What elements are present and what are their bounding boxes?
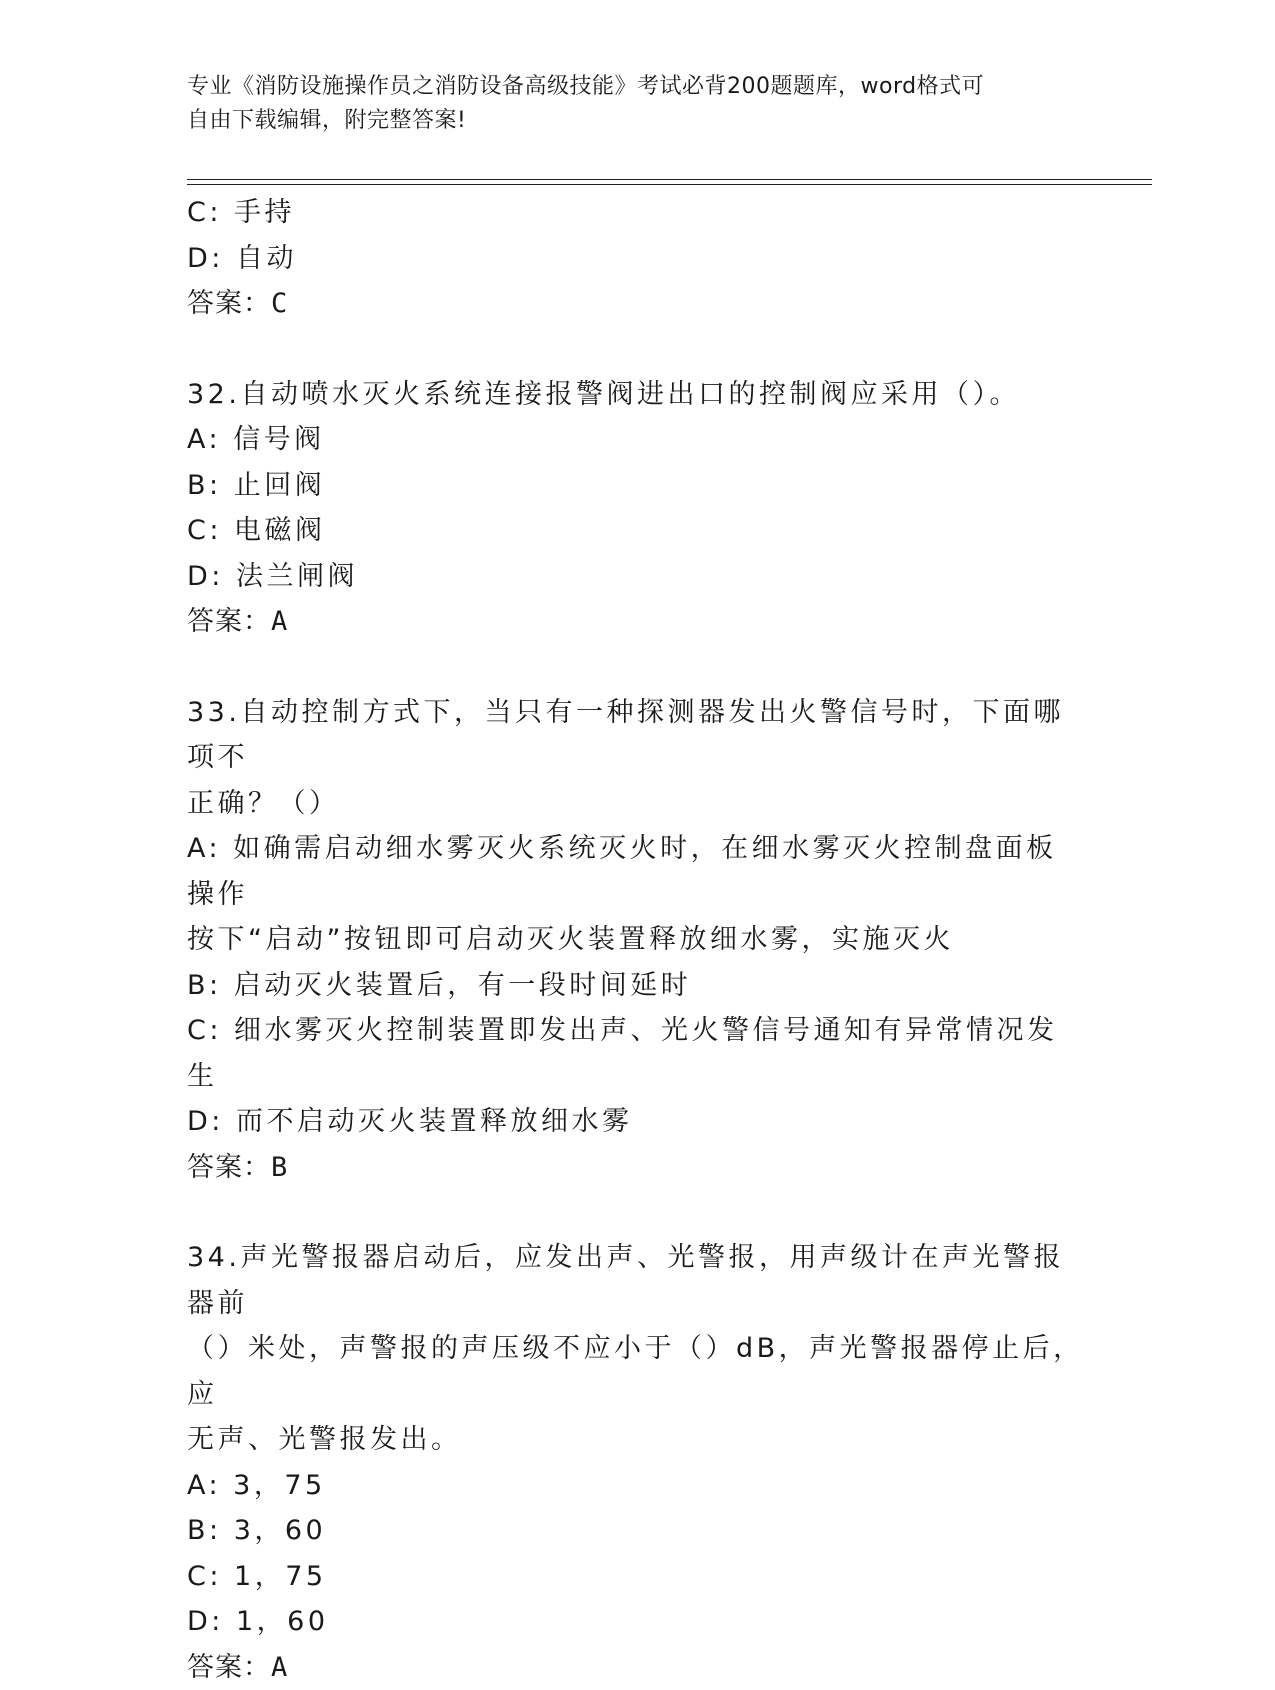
question-stem: 32.自动喷水灭火系统连接报警阀进出口的控制阀应采用（）。 — [187, 372, 1087, 418]
option-d: D: 1，60 — [187, 1599, 1087, 1645]
document-header — [187, 70, 1067, 138]
option-a: A: 如确需启动细水雾灭火系统灭火时，在细水雾灭火控制盘面板操作 — [187, 826, 1087, 917]
question-stem: 34.声光警报器启动后，应发出声、光警报，用声级计在声光警报器前 — [187, 1235, 1087, 1326]
option-d: D: 法兰闸阀 — [187, 554, 1087, 600]
question-stem-cont: （）米处，声警报的声压级不应小于（）dB，声光警报器停止后，应 — [187, 1326, 1087, 1417]
header-rule-bottom — [187, 184, 1152, 185]
question-stem: 33.自动控制方式下，当只有一种探测器发出火警信号时，下面哪项不 — [187, 690, 1087, 781]
document-body — [187, 190, 1087, 1690]
question-33 — [187, 690, 1087, 1191]
header-line-2: 自由下载编辑，附完整答案! — [187, 104, 1067, 138]
question-32 — [187, 372, 1087, 645]
spacer — [187, 1190, 1087, 1235]
answer-line: 答案：B — [187, 1145, 1087, 1191]
option-c: C: 细水雾灭火控制装置即发出声、光火警信号通知有异常情况发生 — [187, 1008, 1087, 1099]
option-a: A: 信号阀 — [187, 417, 1087, 463]
question-stem-cont: 正确？（） — [187, 781, 1087, 827]
option-c: C: 手持 — [187, 190, 1087, 236]
spacer — [187, 645, 1087, 690]
spacer — [187, 327, 1087, 372]
question-stem-cont: 无声、光警报发出。 — [187, 1417, 1087, 1463]
option-c: C: 电磁阀 — [187, 508, 1087, 554]
option-a: A: 3，75 — [187, 1463, 1087, 1509]
answer-line: 答案：C — [187, 281, 1087, 327]
question-34 — [187, 1235, 1087, 1690]
option-b: B: 3，60 — [187, 1508, 1087, 1554]
header-rule-top — [187, 179, 1152, 180]
answer-line: 答案：A — [187, 599, 1087, 645]
option-d: D: 自动 — [187, 236, 1087, 282]
header-line-1: 专业《消防设施操作员之消防设备高级技能》考试必背200题题库，word格式可 — [187, 70, 1067, 104]
option-c: C: 1，75 — [187, 1554, 1087, 1600]
option-a-cont: 按下“启动”按钮即可启动灭火装置释放细水雾，实施灭火 — [187, 917, 1087, 963]
answer-line: 答案：A — [187, 1645, 1087, 1690]
option-d: D: 而不启动灭火装置释放细水雾 — [187, 1099, 1087, 1145]
option-b: B: 止回阀 — [187, 463, 1087, 509]
option-b: B: 启动灭火装置后，有一段时间延时 — [187, 963, 1087, 1009]
carryover-question — [187, 190, 1087, 327]
